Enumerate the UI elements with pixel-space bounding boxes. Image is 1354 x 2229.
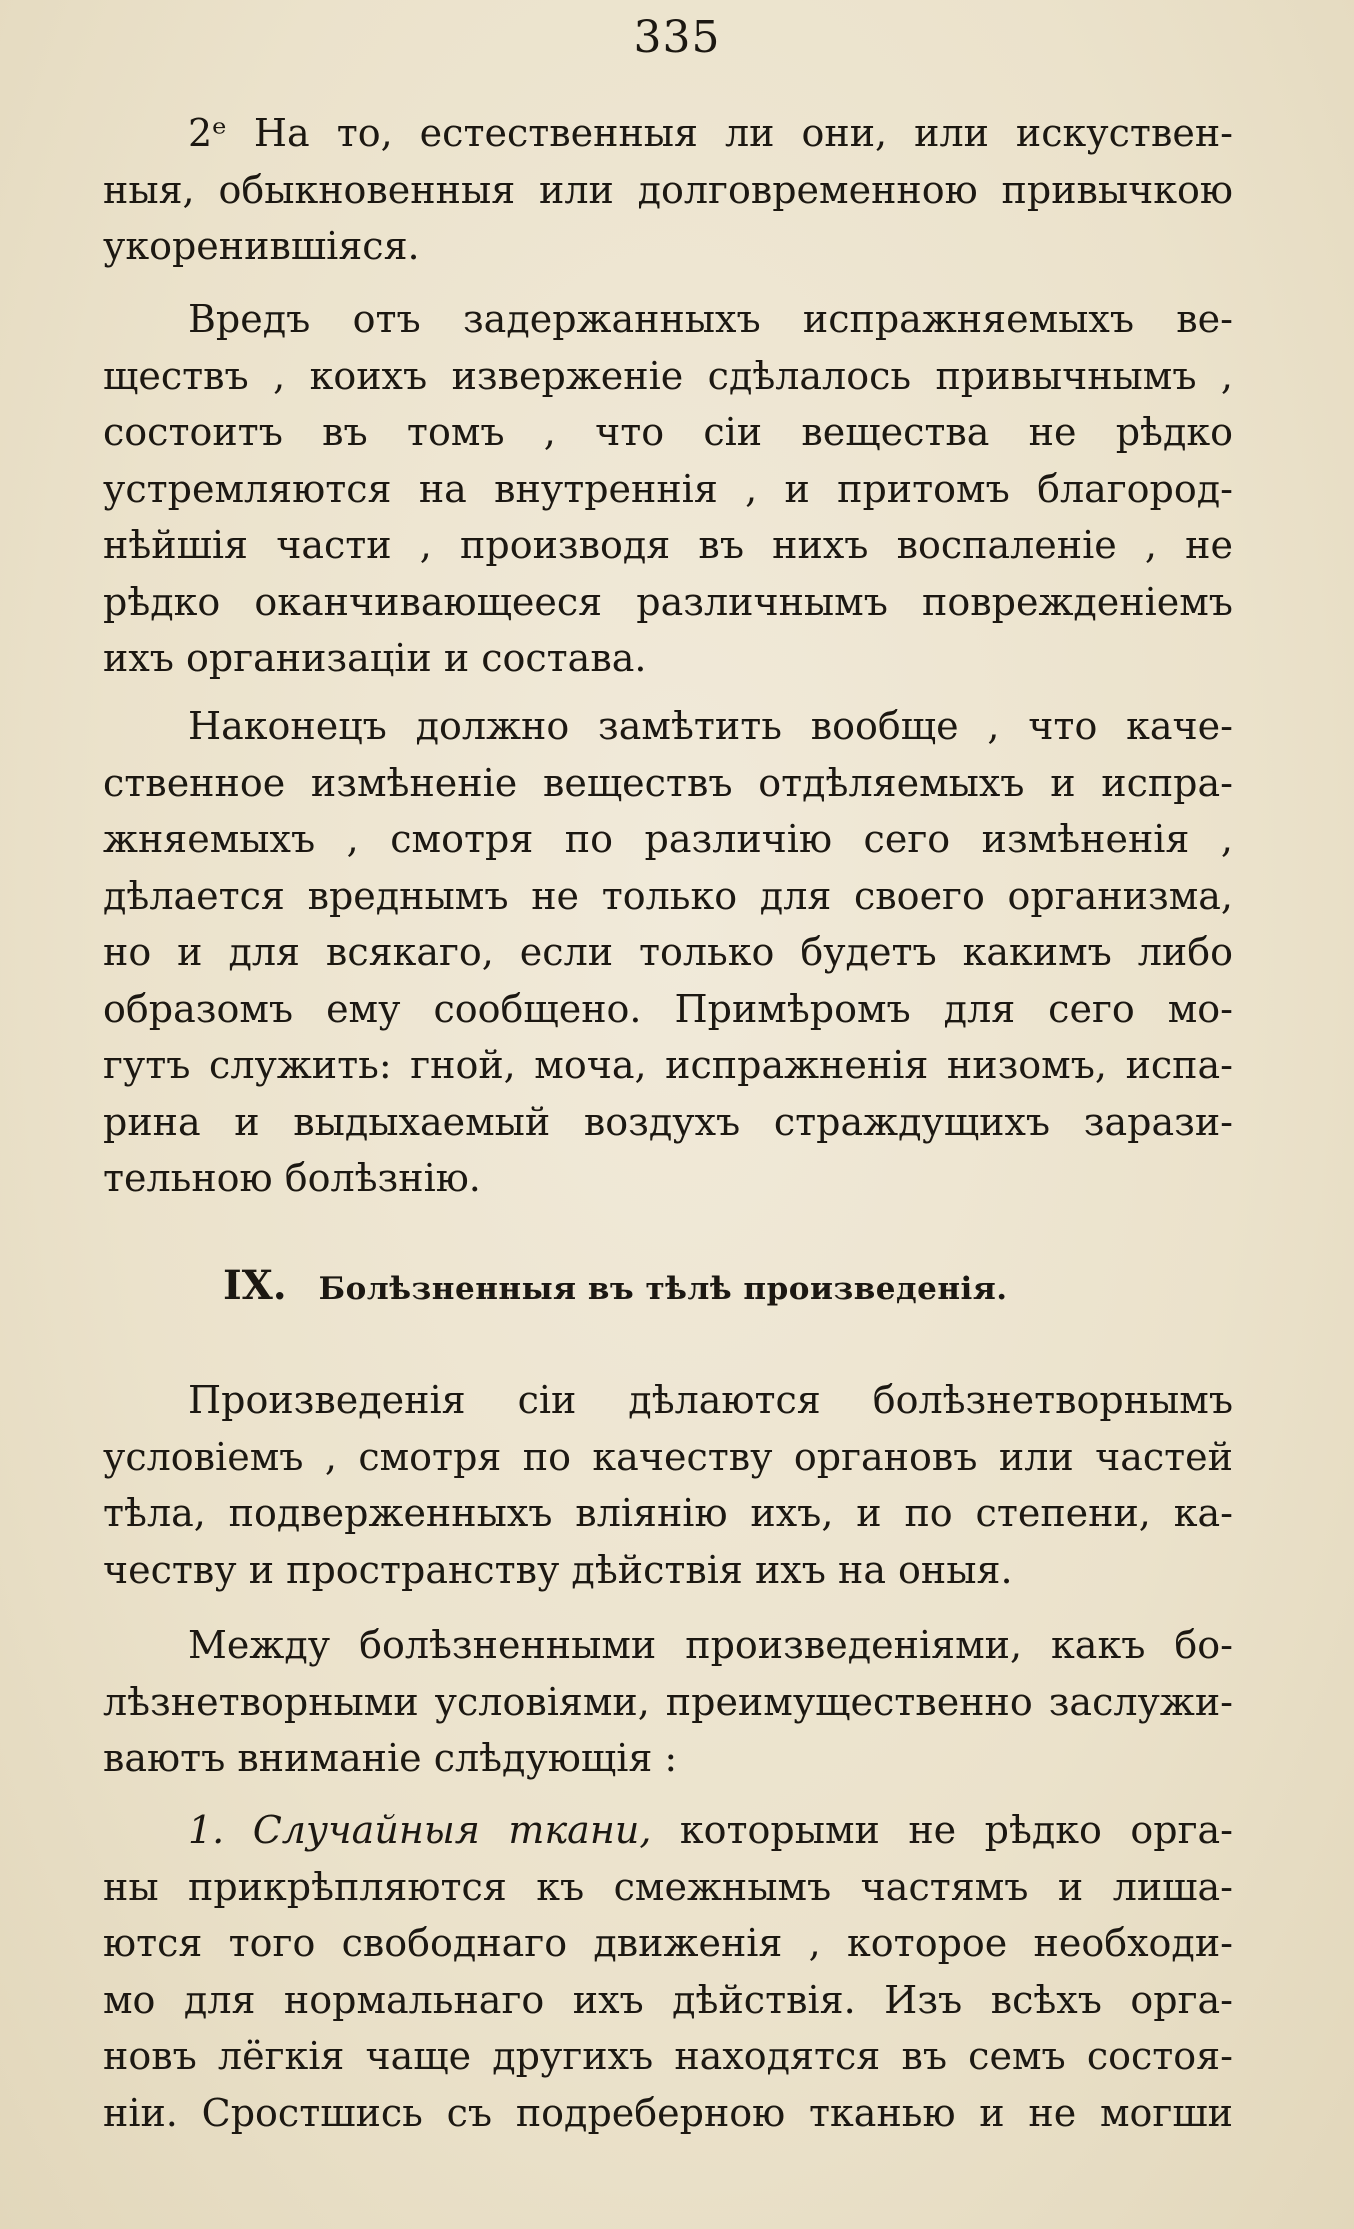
text-line: ихъ организаціи и состава. [103, 636, 647, 680]
text-line: жняемыхъ , смотря по различію сего измѣненія , [103, 817, 1233, 861]
text-line: рина и выдыхаемый воздухъ страждущихъ зарази- [103, 1099, 1233, 1144]
text-line: мо для нормальнаго ихъ дѣйствія. Изъ всѣхъ орга- [103, 1977, 1233, 2022]
text-line: ются того свободнаго движенія , которое необходи- [103, 1921, 1233, 1965]
text-line: рѣдко оканчивающееся различнымъ поврежденіемъ [103, 579, 1233, 624]
text-line: тѣла, подверженныхъ вліянію ихъ, и по степени, ка- [103, 1491, 1233, 1535]
text-line: тельною болѣзнію. [103, 1156, 481, 1200]
text-line: лѣзнетворными условіями, преимущественно заслужи- [103, 1679, 1233, 1724]
text-line: Наконецъ должно замѣтить вообще , что каче- [188, 704, 1233, 748]
text-line: ныя, обыкновенныя или долговременною привычкою [103, 167, 1233, 212]
paragraph-accidental-tissues [103, 1802, 1233, 2141]
text-line: Между болѣзненными произведеніями, какъ бо- [188, 1623, 1233, 1667]
text-line: 2ᵉ На то, естественныя ли они, или искуствен- [188, 111, 1233, 155]
text-line: Произведенія сіи дѣлаются болѣзнетворнымъ [188, 1378, 1233, 1422]
text-line: ніи. Сростшись съ подреберною тканью и не могши [103, 2090, 1233, 2135]
paragraph-qualitative-change [103, 698, 1233, 1207]
text-line: образомъ ему сообщено. Примѣромъ для сего мо- [103, 986, 1233, 1031]
text-line: ны прикрѣпляются къ смежнымъ частямъ и лиша- [103, 1864, 1233, 1909]
text-line: устремляются на внутреннія , и притомъ благород- [103, 466, 1233, 511]
text-line: условіемъ , смотря по качеству органовъ или частей [103, 1434, 1233, 1479]
text-line: состоитъ въ томъ , что сіи вещества не рѣдко [103, 410, 1233, 454]
text-line: новъ лёгкія чаще другихъ находятся въ семъ состоя- [103, 2034, 1233, 2078]
text-line: Вредъ отъ задержанныхъ испражняемыхъ ве- [188, 297, 1233, 341]
paragraph-retained-excretions [103, 291, 1233, 687]
paragraph-among-productions [103, 1617, 1233, 1787]
text-line: ществъ , коихъ изверженіе сдѣлалось привычнымъ , [103, 353, 1233, 398]
text-line: но и для всякаго, если только будетъ какимъ либо [103, 930, 1233, 974]
text-fragment: которыми не рѣдко орга- [651, 1808, 1233, 1852]
text-line: дѣлается вреднымъ не только для своего организма, [103, 873, 1233, 918]
text-line: гутъ служить: гной, моча, испражненія низомъ, испа- [103, 1043, 1233, 1087]
section-heading [223, 1262, 1123, 1309]
text-line: ственное измѣненіе веществъ отдѣляемыхъ и испра- [103, 760, 1233, 805]
italic-lead: 1. Случайныя ткани, [188, 1808, 652, 1852]
paragraph-natural-or-habitual [103, 105, 1233, 275]
text-line: честву и пространству дѣйствія ихъ на оныя. [103, 1547, 1013, 1592]
section-number: IX. [223, 1262, 287, 1309]
text-line: ваютъ вниманіе слѣдующія : [103, 1736, 678, 1780]
section-title: Болѣзненныя въ тѣлѣ произведенія. [318, 1271, 1008, 1307]
text-line: нѣйшія части , производя въ нихъ воспаленіе , не [103, 523, 1233, 567]
paragraph-productions [103, 1372, 1233, 1598]
text-line [103, 1802, 1233, 1859]
text-line: укоренившіяся. [103, 224, 420, 268]
page-number: 335 [633, 12, 721, 63]
